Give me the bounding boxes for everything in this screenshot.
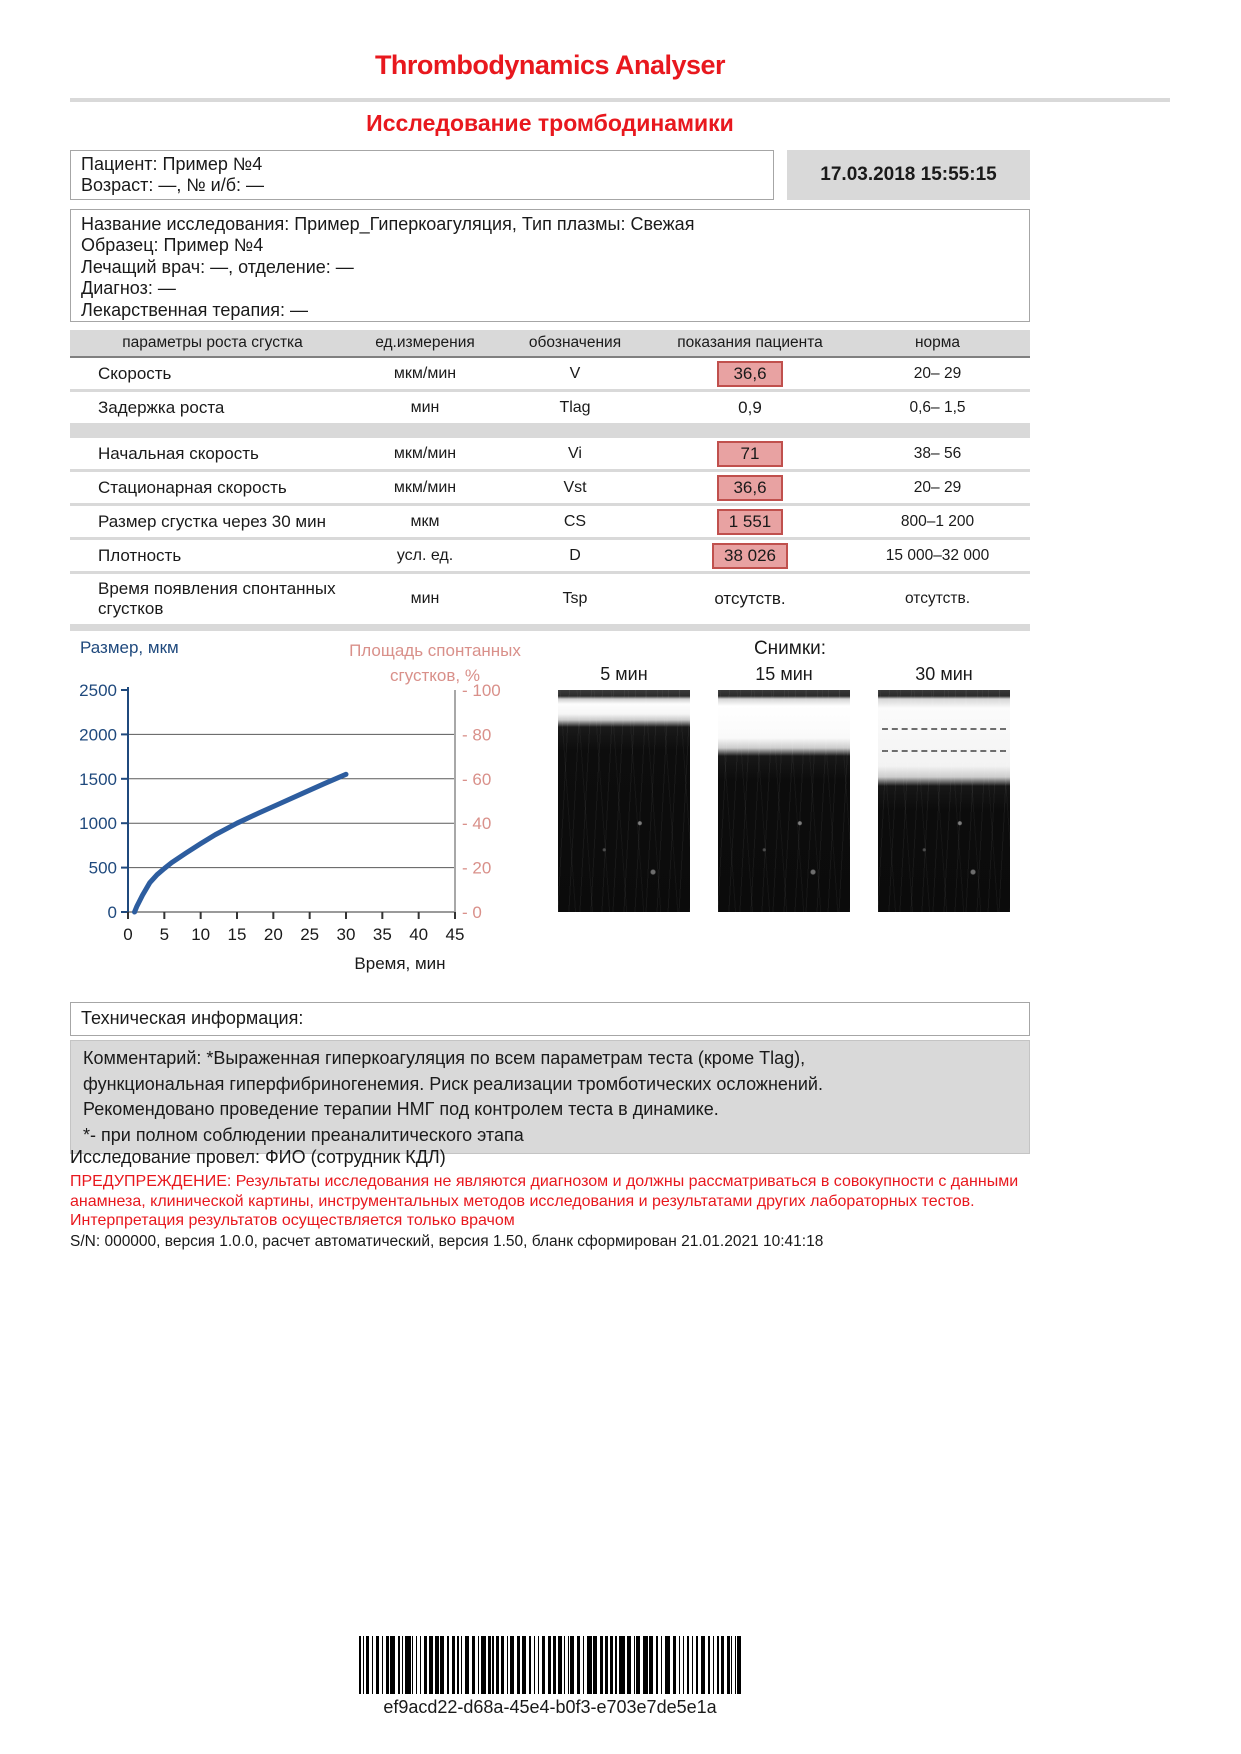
param-name: Время появления спонтанных сгустков (98, 579, 336, 618)
comment-line: Комментарий: *Выраженная гиперкоагуляция по всем параметрам теста (кроме Tlag), (83, 1048, 806, 1068)
svg-text:25: 25 (300, 925, 320, 944)
barcode (70, 1636, 1030, 1694)
col-header-patient-value: показания пациента (677, 334, 823, 351)
norm-range: 20– 29 (913, 364, 962, 382)
svg-text:45: 45 (445, 925, 465, 944)
svg-text:- 80: - 80 (462, 725, 492, 745)
serial-version-line: S/N: 000000, версия 1.0.0, расчет автоматический, версия 1.50, бланк сформирован 21.01.2021 10:41:18 (70, 1233, 824, 1250)
table-section-spacer (70, 426, 1030, 438)
table-header-row (70, 330, 1030, 358)
svg-text:40: 40 (409, 925, 429, 944)
table-row (70, 540, 1030, 574)
norm-range: 20– 29 (913, 478, 962, 496)
table-row (70, 438, 1030, 472)
diagnosis-line: Диагноз: — (81, 278, 176, 299)
title-divider (70, 98, 1170, 102)
svg-text:30: 30 (336, 925, 356, 944)
svg-text:10: 10 (191, 925, 211, 944)
study-name-line: Название исследования: Пример_Гиперкоагуляция, Тип плазмы: Свежая (81, 214, 695, 234)
comment-footnote: *- при полном соблюдении преаналитического этапа (83, 1124, 524, 1145)
table-row (70, 574, 1030, 627)
param-units: мкм/мин (393, 364, 457, 382)
norm-range: отсутств. (904, 590, 971, 607)
svg-text:0: 0 (107, 903, 117, 922)
svg-text:- 20: - 20 (462, 858, 492, 878)
technical-info-box: Техническая информация: (70, 1002, 1030, 1036)
therapy-line: Лекарственная терапия: — (81, 299, 308, 320)
barcode-bars (359, 1636, 742, 1694)
param-units: усл. ед. (396, 546, 454, 564)
report-datetime: 17.03.2018 15:55:15 (787, 150, 1030, 200)
col-header-norm: норма (914, 334, 961, 351)
param-units: мкм (410, 512, 440, 530)
patient-name: Пациент: Пример №4 (81, 154, 263, 174)
measure-dash-line (882, 750, 1006, 752)
sample-line: Образец: Пример №4 (81, 235, 264, 256)
param-name: Начальная скорость (98, 443, 259, 463)
norm-range: 800–1 200 (900, 512, 975, 530)
svg-text:2000: 2000 (79, 725, 117, 745)
clot-photo-30min (878, 690, 1010, 912)
svg-text:5: 5 (159, 925, 170, 944)
param-units: мин (410, 590, 440, 607)
table-row (70, 358, 1030, 392)
left-axis-title: Размер, мкм (80, 638, 179, 657)
param-units: мкм/мин (393, 444, 457, 462)
patient-value-highlighted: 38 026 (712, 543, 788, 569)
svg-text:- 0: - 0 (462, 903, 482, 922)
snapshot-label-30min: 30 мин (915, 664, 973, 684)
svg-text:0: 0 (123, 925, 133, 944)
clot-photo-5min (558, 690, 690, 912)
param-name: Размер сгустка через 30 мин (98, 511, 327, 531)
table-bottom-border (70, 627, 1030, 631)
param-symbol: D (569, 546, 581, 564)
clot-photo-15min (718, 690, 850, 912)
param-symbol: Tsp (562, 590, 588, 607)
table-row (70, 472, 1030, 506)
svg-text:- 100: - 100 (462, 681, 501, 700)
param-symbol: Vst (563, 478, 587, 496)
norm-range: 15 000–32 000 (885, 546, 990, 564)
patient-value: отсутств. (714, 589, 786, 608)
col-header-units: ед.измерения (375, 334, 475, 351)
param-name: Задержка роста (98, 397, 225, 417)
snapshot-label-5min: 5 мин (600, 664, 648, 684)
col-header-parameter: параметры роста сгустка (122, 334, 303, 351)
param-units: мкм/мин (393, 478, 457, 496)
table-row (70, 506, 1030, 540)
norm-range: 0,6– 1,5 (909, 398, 966, 416)
barcode-text: ef9acd22-d68a-45e4-b0f3-e703e7de5e1a (383, 1697, 717, 1717)
snapshots-title: Снимки: (753, 638, 827, 659)
results-table (70, 330, 1030, 631)
svg-text:Время, мин: Время, мин (354, 954, 446, 973)
comment-box (70, 1040, 1030, 1154)
svg-text:20: 20 (263, 925, 283, 944)
study-info-box (70, 209, 1030, 322)
svg-text:35: 35 (372, 925, 392, 944)
growth-chart (70, 678, 570, 978)
patient-value: 0,9 (738, 397, 762, 417)
param-name: Плотность (98, 545, 182, 565)
col-header-symbol: обозначения (528, 334, 622, 351)
snapshot-label-15min: 15 мин (755, 664, 813, 684)
svg-text:15: 15 (227, 925, 247, 944)
warning-text: ПРЕДУПРЕЖДЕНИЕ: Результаты исследования не являются диагнозом и должны рассматриваться в совокупности с данными анамнеза, клинической картины, инструментальных методов исследования и результатами других лабораторных тестов. Интерпретация результатов осуществляется только врачом (70, 1173, 1019, 1229)
svg-text:1500: 1500 (79, 769, 117, 789)
svg-text:1000: 1000 (79, 814, 117, 834)
right-axis-title: Площадь спонтанных сгустков, % (349, 641, 521, 685)
param-symbol: V (569, 364, 581, 382)
svg-text:500: 500 (88, 858, 117, 878)
param-name: Скорость (98, 363, 172, 383)
table-row (70, 392, 1030, 426)
operator-line: Исследование провел: ФИО (сотрудник КДЛ) (70, 1147, 446, 1167)
svg-text:- 40: - 40 (462, 814, 492, 834)
patient-value-highlighted: 71 (717, 441, 783, 467)
measure-dash-line (882, 728, 1006, 730)
comment-line: функциональная гиперфибриногенемия. Риск реализации тромботических осложнений. (83, 1073, 823, 1094)
patient-age: Возраст: —, № и/б: — (81, 175, 265, 195)
param-units: мин (410, 398, 440, 416)
svg-text:2500: 2500 (79, 681, 117, 700)
report-title: Исследование тромбодинамики (366, 110, 734, 136)
app-title: Thrombodynamics Analyser (374, 50, 726, 80)
patient-value-highlighted: 36,6 (717, 475, 783, 501)
norm-range: 38– 56 (913, 444, 962, 462)
patient-value-highlighted: 1 551 (717, 509, 784, 535)
comment-line: Рекомендовано проведение терапии НМГ под контролем теста в динамике. (83, 1099, 719, 1119)
patient-value-highlighted: 36,6 (717, 361, 783, 387)
param-symbol: CS (563, 512, 587, 530)
param-symbol: Tlag (559, 398, 591, 416)
param-name: Стационарная скорость (98, 477, 287, 497)
doctor-line: Лечащий врач: —, отделение: — (81, 256, 354, 277)
param-symbol: Vi (568, 444, 582, 462)
svg-text:- 60: - 60 (462, 769, 492, 789)
patient-info-box (70, 150, 774, 200)
